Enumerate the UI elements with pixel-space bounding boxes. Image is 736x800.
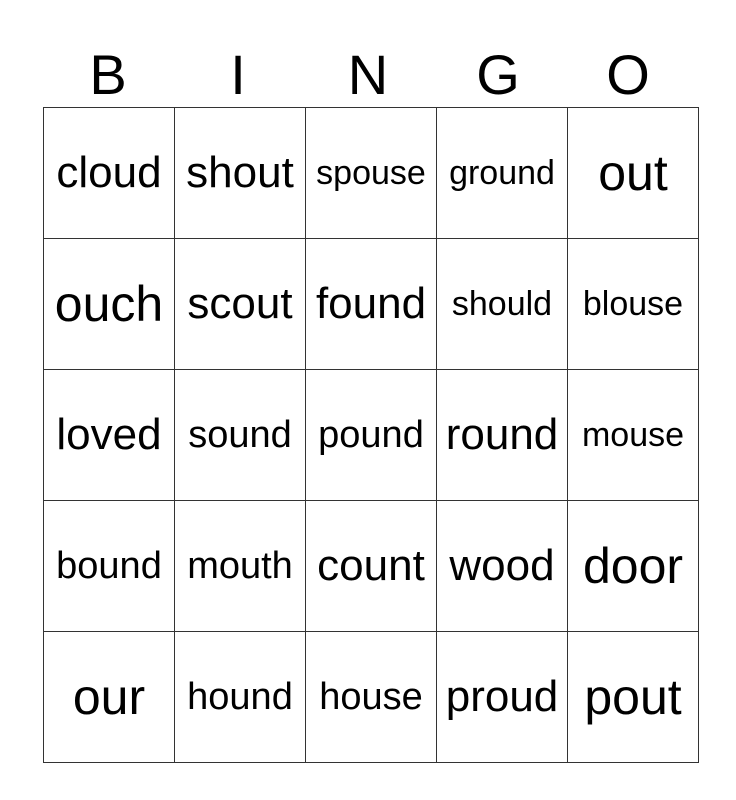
bingo-grid (43, 107, 699, 763)
bingo-cell: mouse (568, 370, 699, 501)
bingo-cell: scout (175, 239, 306, 370)
bingo-cell: mouth (175, 501, 306, 632)
header-letter-i: I (230, 43, 246, 106)
bingo-cell: spouse (306, 108, 437, 239)
bingo-cell: found (306, 239, 437, 370)
bingo-cell: wood (437, 501, 568, 632)
bingo-cell: shout (175, 108, 306, 239)
header-letter-g: G (476, 43, 520, 106)
bingo-cell: should (437, 239, 568, 370)
grid-row (44, 632, 699, 763)
bingo-cell: count (306, 501, 437, 632)
grid-row (44, 370, 699, 501)
bingo-cell: ouch (44, 239, 175, 370)
bingo-cell: our (44, 632, 175, 763)
bingo-header (43, 42, 693, 108)
bingo-cell: blouse (568, 239, 699, 370)
grid-row (44, 239, 699, 370)
bingo-cell: ground (437, 108, 568, 239)
header-letter-n: N (347, 43, 389, 106)
grid-row (44, 108, 699, 239)
grid-row (44, 501, 699, 632)
bingo-cell: out (568, 108, 699, 239)
bingo-cell: hound (175, 632, 306, 763)
bingo-cell: bound (44, 501, 175, 632)
bingo-cell: round (437, 370, 568, 501)
bingo-cell: sound (175, 370, 306, 501)
bingo-cell: proud (437, 632, 568, 763)
bingo-cell: house (306, 632, 437, 763)
header-letter-o: O (606, 43, 650, 106)
bingo-cell: loved (44, 370, 175, 501)
bingo-cell: pout (568, 632, 699, 763)
bingo-cell: pound (306, 370, 437, 501)
bingo-cell: door (568, 501, 699, 632)
header-letter-b: B (89, 43, 127, 106)
bingo-cell: cloud (44, 108, 175, 239)
